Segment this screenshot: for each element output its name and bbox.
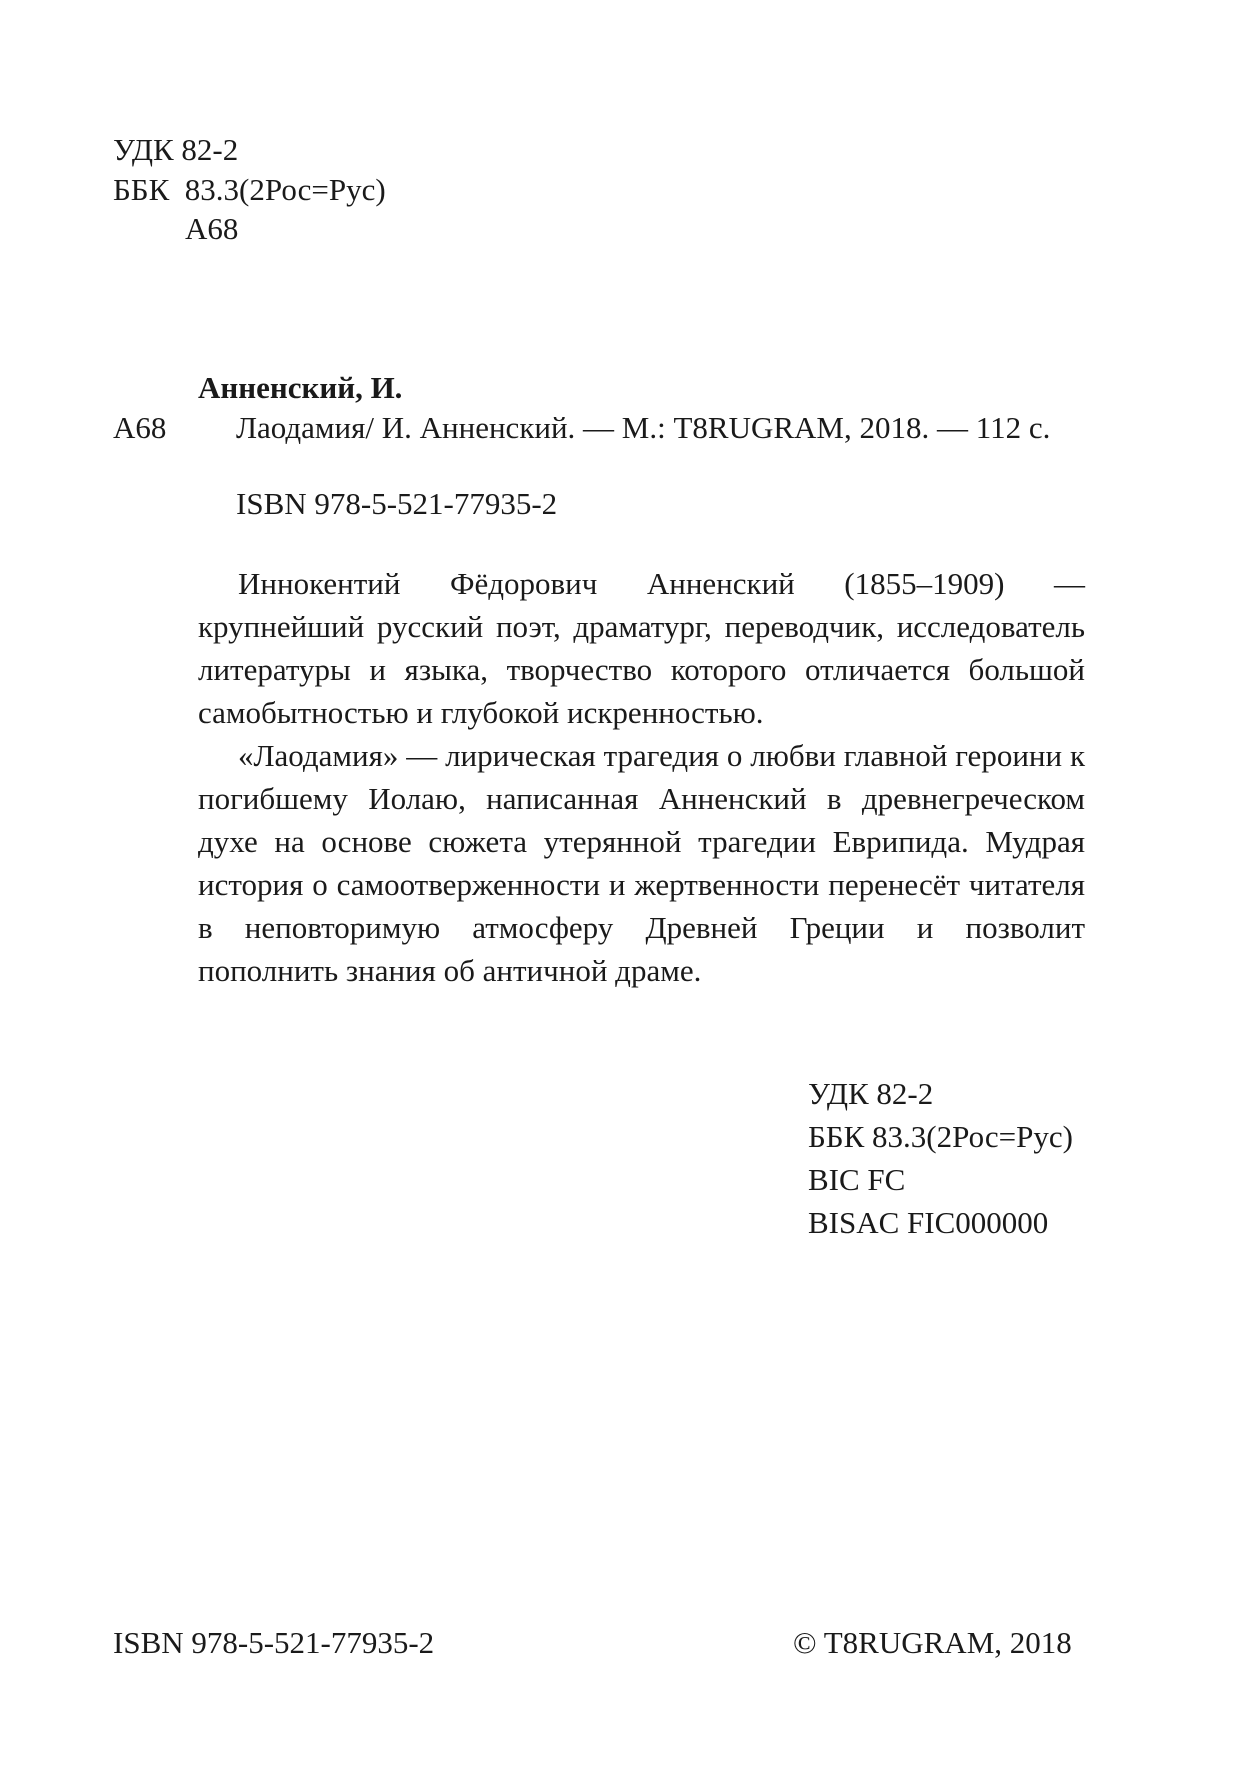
bottom-classification — [808, 1072, 1073, 1244]
bottom-udk: УДК 82-2 — [808, 1076, 934, 1111]
footer-isbn: ISBN 978-5-521-77935-2 — [113, 1625, 435, 1660]
footer-copyright: © T8RUGRAM, 2018 — [793, 1625, 1072, 1660]
annotation — [198, 562, 1085, 992]
top-author-mark: А68 — [185, 211, 239, 246]
top-udk: УДК 82-2 — [113, 132, 239, 167]
record-isbn: ISBN 978-5-521-77935-2 — [236, 486, 558, 521]
bottom-bbk: ББК 83.3(2Рос=Рус) — [808, 1119, 1073, 1154]
shelf-mark: А68 — [113, 410, 167, 445]
top-bbk: ББК 83.3(2Рос=Рус) — [113, 172, 386, 207]
bottom-bisac: BISAC FIC000000 — [808, 1205, 1049, 1240]
annotation-paragraph-1: Иннокентий Фёдорович Анненский (1855–1909) — крупнейший русский поэт, драматург, переводчик, исследователь литературы и языка, творчество которого отличается большой самобытностью и глубокой искренностью. — [198, 566, 1085, 730]
author-heading: Анненский, И. — [198, 370, 403, 405]
title-line: Лаодамия/ И. Анненский. — М.: T8RUGRAM, 2018. — 112 с. — [236, 410, 1051, 445]
annotation-paragraph-2: «Лаодамия» — лирическая трагедия о любви главной героини к погибшему Иолаю, написанная Анненский в древнегреческом духе на основе сюжета утерянной трагедии Еврипида. Мудрая история о самоотверженности и жертвенности перенесёт читателя в неповторимую атмосферу Древней Греции и позволит пополнить знания об античной драме. — [198, 738, 1085, 988]
bottom-bic: BIC FC — [808, 1162, 906, 1197]
